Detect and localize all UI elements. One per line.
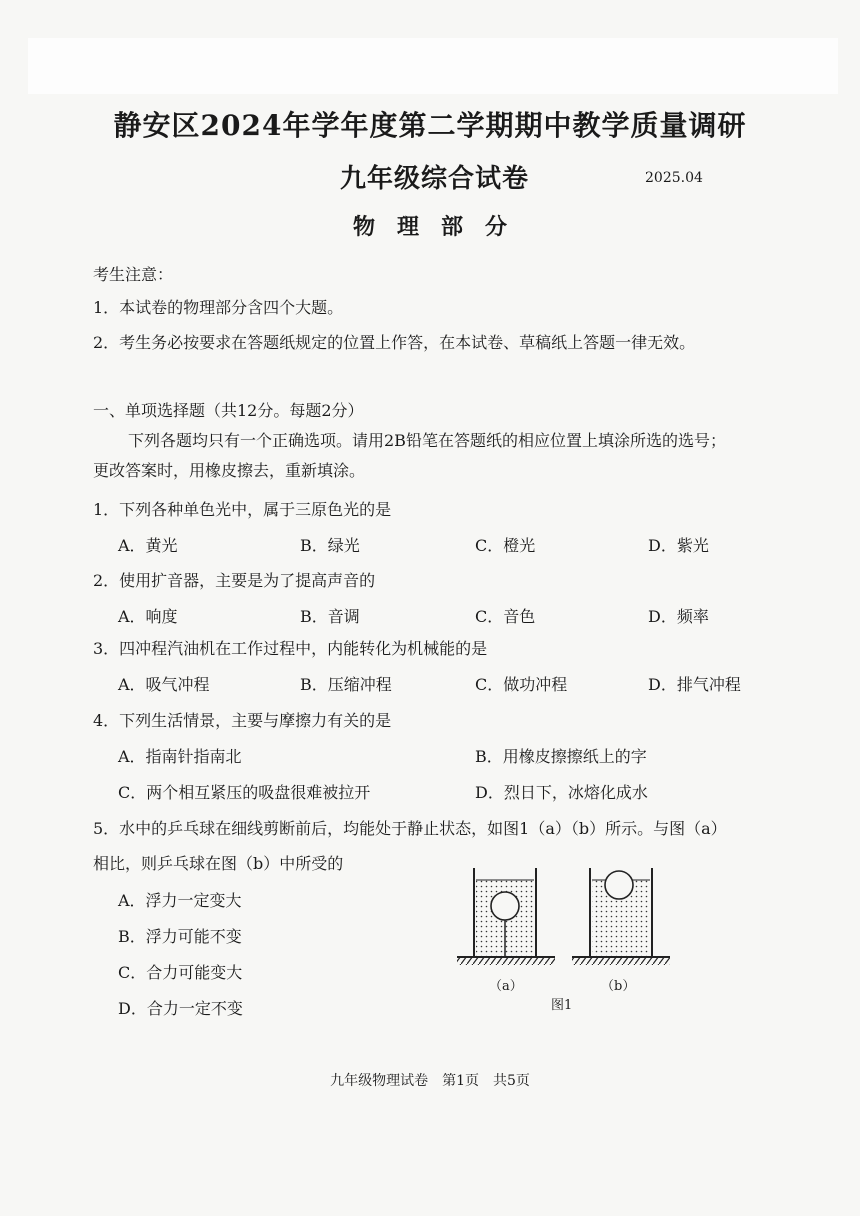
figure-label-a: （a） xyxy=(489,979,523,994)
page-footer: 九年级物理试卷 第1页 共5页 xyxy=(330,1073,530,1089)
option-c: C．音色 xyxy=(475,607,536,626)
container-b xyxy=(572,868,670,965)
option-c: C．橙光 xyxy=(475,536,536,555)
option-d: D．紫光 xyxy=(648,536,709,555)
ball-a xyxy=(491,892,519,920)
figure-1 xyxy=(455,860,680,1024)
option-d: D．频率 xyxy=(648,607,709,626)
option-c: C．做功冲程 xyxy=(475,675,568,694)
option-a: A．响度 xyxy=(118,607,178,626)
question-stem: 4．下列生活情景，主要与摩擦力有关的是 xyxy=(93,711,392,730)
question-stem: 1．下列各种单色光中，属于三原色光的是 xyxy=(93,500,392,519)
option-c: C．合力可能变大 xyxy=(118,963,243,982)
exam-title: 静安区2024年学年度第二学期期中教学质量调研 xyxy=(113,109,747,142)
option-b: B．浮力可能不变 xyxy=(118,927,242,946)
notice-item: 1．本试卷的物理部分含四个大题。 xyxy=(93,298,344,317)
container-a xyxy=(457,868,555,965)
option-a: A．黄光 xyxy=(118,536,178,555)
figure-caption: 图1 xyxy=(551,998,573,1013)
blank-top-band xyxy=(28,38,838,94)
option-a: A．吸气冲程 xyxy=(118,675,210,694)
option-b: B．用橡皮擦擦纸上的字 xyxy=(475,747,647,766)
notice-heading: 考生注意： xyxy=(93,265,174,284)
figure-label-b: （b） xyxy=(601,979,636,994)
exam-subtitle: 九年级综合试卷 xyxy=(340,164,530,194)
option-b: B．压缩冲程 xyxy=(300,675,392,694)
option-a: A．浮力一定变大 xyxy=(118,891,242,910)
option-c: C．两个相互紧压的吸盘很难被拉开 xyxy=(118,783,371,802)
notice-item: 2．考生务必按要求在答题纸规定的位置上作答，在本试卷、草稿纸上答题一律无效。 xyxy=(93,333,696,352)
question-stem: 3．四冲程汽油机在工作过程中，内能转化为机械能的是 xyxy=(93,639,488,658)
question-stem: 5．水中的乒乓球在细线剪断前后，均能处于静止状态，如图1（a）（b）所示。与图（a） xyxy=(93,819,727,838)
option-d: D．烈日下，冰熔化成水 xyxy=(475,783,648,802)
option-d: D．排气冲程 xyxy=(648,675,741,694)
part-instructions: 更改答案时，用橡皮擦去，重新填涂。 xyxy=(93,461,366,480)
option-a: A．指南针指南北 xyxy=(118,747,242,766)
option-b: B．音调 xyxy=(300,607,360,626)
exam-date: 2025.04 xyxy=(645,170,703,186)
part-instructions: 下列各题均只有一个正确选项。请用2B铅笔在答题纸的相应位置上填涂所选的选号； xyxy=(128,431,726,450)
part-heading: 一、单项选择题（共12分。每题2分） xyxy=(93,401,364,420)
question-stem: 2．使用扩音器，主要是为了提高声音的 xyxy=(93,571,376,590)
section-title: 物理部分 xyxy=(352,214,529,240)
question-stem: 相比，则乒乓球在图（b）中所受的 xyxy=(93,854,344,873)
ball-b xyxy=(605,871,633,899)
option-d: D．合力一定不变 xyxy=(118,999,243,1018)
option-b: B．绿光 xyxy=(300,536,360,555)
